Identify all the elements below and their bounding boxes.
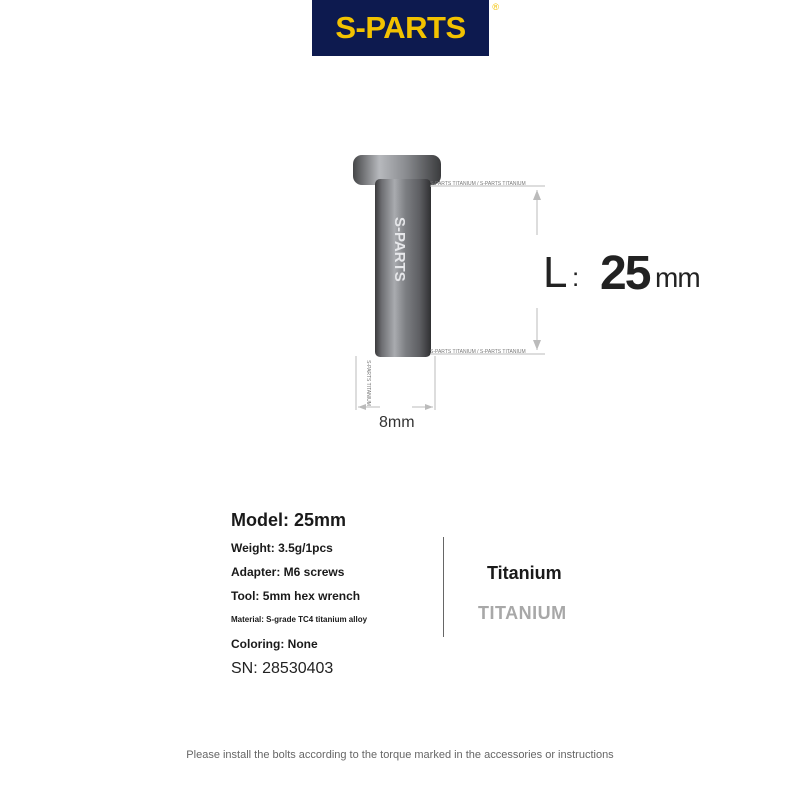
install-note: Please install the bolts according to the torque marked in the accessories or instructions — [186, 749, 614, 761]
spec-serial-number: SN: 28530403 — [231, 660, 334, 677]
spec-coloring: Coloring: None — [231, 637, 318, 651]
registered-mark: ® — [492, 2, 499, 12]
material-title: Titanium — [487, 563, 562, 583]
spec-tool: Tool: 5mm hex wrench — [231, 589, 361, 603]
length-colon: : — [572, 262, 580, 292]
length-label: L — [543, 248, 568, 297]
spec-adapter: Adapter: M6 screws — [231, 565, 345, 579]
spec-material: Material: S-grade TC4 titanium alloy — [231, 615, 368, 624]
watermark-bottom: S-PARTS TITANIUM / S-PARTS TITANIUM — [430, 349, 526, 355]
spec-model: Model: 25mm — [231, 510, 347, 530]
diameter-label: 8mm — [379, 414, 415, 431]
watermark-top: S-PARTS TITANIUM / S-PARTS TITANIUM — [430, 181, 526, 187]
spec-weight: Weight: 3.5g/1pcs — [231, 541, 333, 555]
material-subtitle: TITANIUM — [478, 603, 567, 623]
watermark-side: S-PARTS TITANIUM — [364, 360, 371, 406]
sleeve-engraving: S-PARTS — [391, 217, 408, 282]
spec-divider — [443, 537, 444, 637]
length-value: 25 — [600, 247, 650, 300]
logo-text: S-PARTS — [335, 10, 466, 45]
length-unit: mm — [655, 262, 700, 293]
